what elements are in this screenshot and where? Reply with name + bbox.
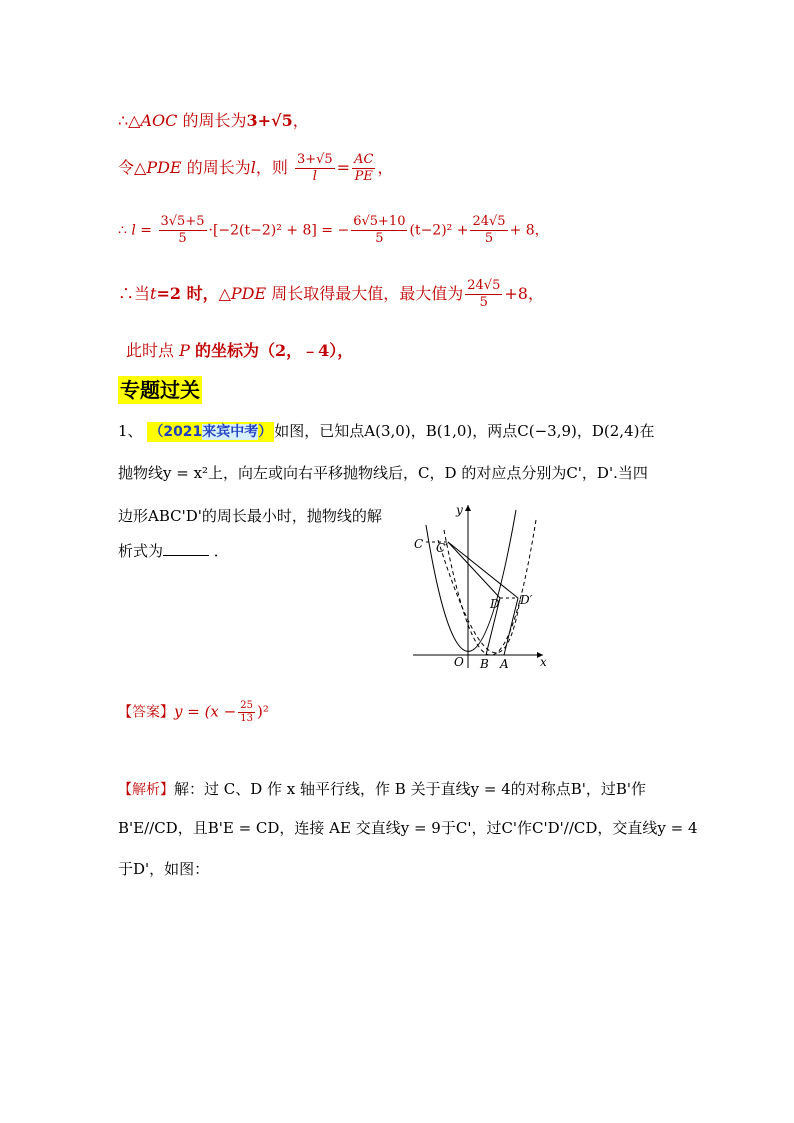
label-d-prime: D′: [520, 593, 533, 607]
text-segment: 的周长为: [186, 158, 251, 177]
problem-number: 1、: [118, 422, 143, 440]
answer-blank: [163, 541, 209, 556]
label-c: C: [414, 537, 424, 551]
text-line-pde-ratio: [118, 152, 393, 185]
label-a: A: [500, 657, 509, 670]
original-parabola: [426, 510, 516, 651]
problem-line-2: [118, 462, 648, 483]
source-name: 来宾中考: [202, 424, 259, 440]
parabola-figure: [408, 500, 558, 670]
answer-formula: )²: [256, 702, 269, 721]
problem-text: 析式为: [118, 542, 164, 560]
equals-sign: =: [336, 158, 351, 177]
fraction-numerator: 3√5+5: [160, 214, 205, 229]
triangle-name: PDE: [230, 284, 267, 303]
problem-source: [147, 422, 274, 442]
section-title: [118, 374, 202, 403]
problem-line-4: [118, 540, 229, 561]
perimeter-value: 3+√5: [246, 111, 293, 130]
text-line-l-formula: [118, 214, 549, 247]
fraction: [295, 152, 335, 185]
punctuation: ，: [292, 111, 309, 130]
fraction: [470, 214, 507, 247]
segment-d-prime-a: [504, 598, 518, 655]
variable-l: l: [250, 158, 256, 177]
text-segment: =2 时，△: [156, 284, 231, 303]
formula-segment: +8，: [504, 284, 544, 303]
fraction-numerator: 3+√5: [296, 152, 333, 167]
label-o: O: [454, 655, 464, 669]
analysis-tag: 【解析】: [118, 782, 174, 798]
text-line-aoc-perimeter: [118, 108, 309, 131]
label-x: x: [540, 655, 547, 669]
text-segment: ∴当: [118, 284, 151, 303]
formula-segment: + 8，: [509, 222, 549, 239]
fraction-numerator: 24√5: [467, 278, 501, 293]
formula-segment: (t−2)² +: [409, 222, 469, 239]
therefore-symbol: ∴△: [118, 111, 141, 130]
triangle-name: AOC: [140, 111, 178, 130]
problem-text: ．: [213, 542, 229, 560]
answer-tag: 【答案】: [118, 704, 174, 721]
fraction-numerator: 24√5: [472, 214, 506, 229]
source-bracket: （: [149, 424, 164, 440]
answer-formula: y = (x −: [174, 702, 237, 721]
problem-text: 抛物线y = x²上，向左或向右平移抛物线后，C，D 的对应点分别为C'，D'.当四: [118, 464, 648, 482]
problem-line-3: [118, 505, 382, 526]
fraction-denominator: 5: [178, 231, 187, 246]
fraction-denominator: 5: [375, 231, 384, 246]
fraction-denominator: 5: [484, 231, 494, 246]
text-segment: 令△: [118, 158, 147, 177]
analysis-text: 解：过 C、D 作 x 轴平行线，作 B 关于直线y = 4的对称点B'，过B'作: [174, 780, 647, 798]
formula-segment: ·[−2(t−2)² + 8] = −: [208, 222, 350, 239]
segment-c-prime-d-prime: [448, 542, 518, 598]
fraction-denominator: 5: [479, 295, 488, 310]
label-y: y: [456, 503, 463, 517]
triangle-name: PDE: [146, 158, 182, 177]
text-line-point-p: [126, 338, 353, 361]
fraction: [465, 278, 502, 311]
fraction: [352, 152, 375, 185]
label-c-prime: C′: [436, 541, 448, 555]
y-axis-arrow: [465, 505, 471, 511]
therefore-symbol: ∴: [118, 222, 127, 239]
problem-text: 边形ABC'D'的周长最小时，抛物线的解: [118, 507, 382, 525]
fraction-numerator: 25: [240, 700, 253, 711]
text-segment: 周长取得最大值，最大值为: [271, 284, 464, 303]
fraction: [351, 214, 407, 247]
text-line-max-value: [118, 278, 544, 311]
problem-text: 如图，已知点A(3,0)，B(1,0)，两点C(−3,9)，D(2,4)在: [274, 422, 655, 440]
formula-lhs: l =: [131, 222, 153, 239]
problem-line-1: [118, 420, 654, 441]
variable-t: t: [150, 284, 157, 303]
text-segment: ，则: [255, 158, 288, 177]
source-year: 2021: [163, 424, 203, 440]
section-title-text: 专题过关: [120, 378, 200, 402]
label-d: D: [490, 597, 500, 611]
fraction-numerator: 6√5+10: [353, 214, 406, 229]
point-p: P: [179, 341, 190, 360]
source-bracket: ）: [258, 424, 273, 440]
fraction: [159, 214, 207, 247]
analysis-line-3: [118, 858, 209, 879]
analysis-text: B'E//CD，且B'E = CD，连接 AE 交直线y = 9于C'，过C'作C'D'//CD，交直线y = 4: [118, 819, 698, 837]
label-b: B: [480, 657, 489, 670]
text-segment: 此时点: [126, 341, 175, 360]
analysis-line-2: [118, 817, 698, 838]
answer-line: [118, 700, 269, 725]
analysis-line-1: [118, 778, 646, 799]
fraction-denominator: l: [312, 169, 317, 184]
coordinate-text: 的坐标为（2，﹣4），: [194, 341, 354, 360]
fraction-denominator: PE: [354, 169, 373, 184]
fraction-denominator: 13: [240, 713, 253, 724]
analysis-text: 于D'，如图：: [118, 860, 210, 878]
fraction-numerator: AC: [354, 152, 374, 167]
fraction: [238, 700, 255, 725]
punctuation: ，: [377, 158, 394, 177]
segment-c-d: [448, 542, 500, 598]
text-segment: 的周长为: [182, 111, 247, 130]
